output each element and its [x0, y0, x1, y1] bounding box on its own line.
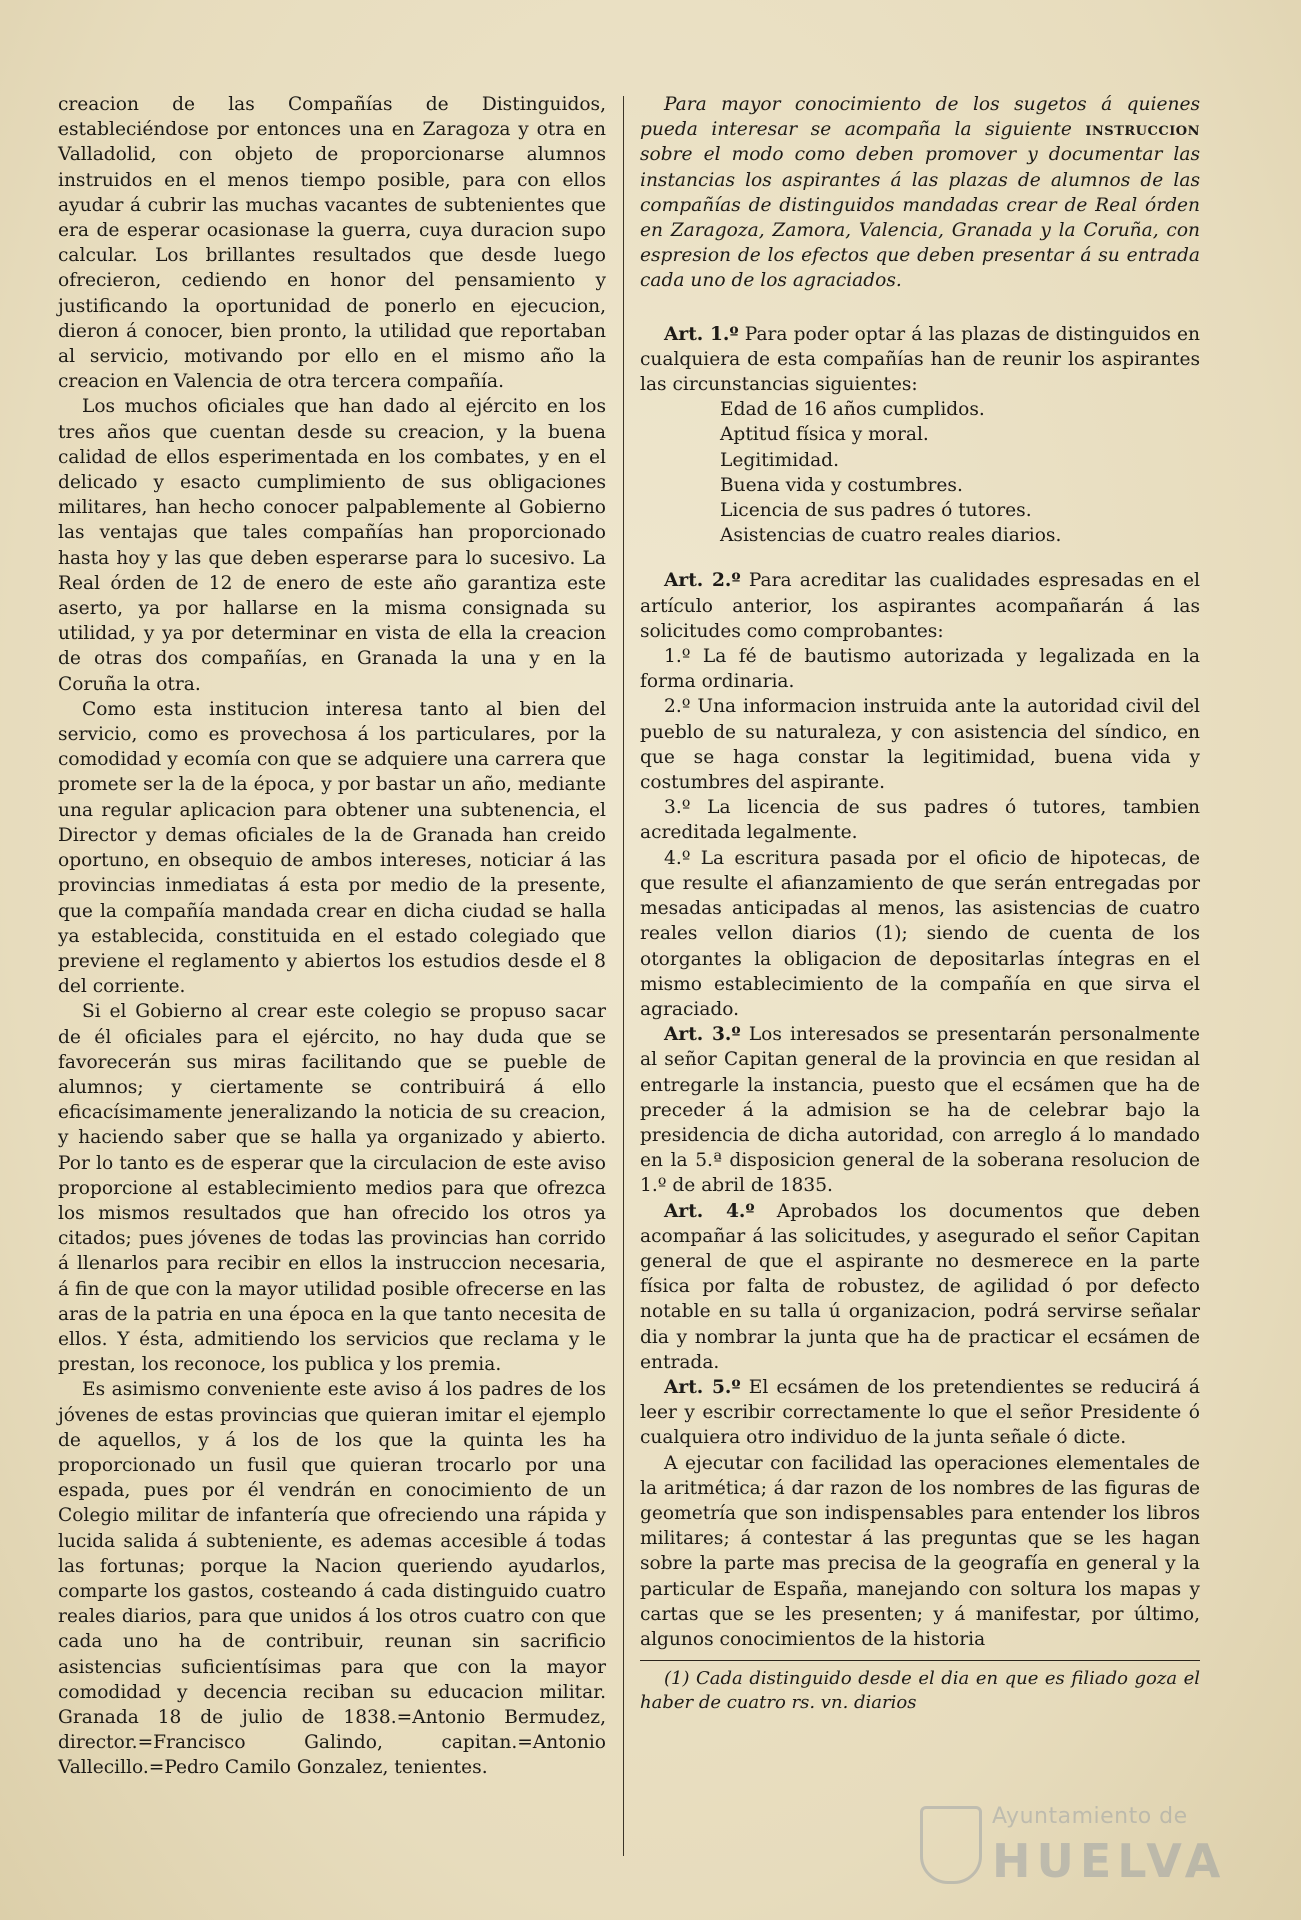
footnote: (1) Cada distinguido desde el dia en que es filiado goza el haber de cuatro rs. vn. diarios	[640, 1668, 1200, 1714]
article-label: Art. 5.º	[664, 1376, 741, 1398]
watermark-line-1: Ayuntamiento de	[992, 1804, 1188, 1829]
watermark-line-2: HUELVA	[992, 1834, 1227, 1888]
intro-caps: instruccion	[1085, 119, 1200, 141]
article-3	[640, 1022, 1200, 1198]
article-4	[640, 1199, 1200, 1375]
coat-of-arms-icon	[920, 1806, 982, 1884]
paragraph: Como esta institucion interesa tanto al bien del servicio, como es provechosa á los particulares, por la comodidad y ecomía con que se adquiere una carrera que promete ser la de la época, y por bastar un año, mediante una regular aplicacion para obtener una subtenencia, el Director y demas oficiales de la de Granada han creido oportuno, en obsequio de ambos intereses, noticiar á las provincias inmediatas á esta por medio de la presente, que la compañía mandada crear en dicha ciudad se halla ya establecida, constituida en el estado colegiado que previene el reglamento y abiertos los estudios desde el 8 del corriente.	[58, 698, 606, 998]
article-text: El ecsámen de los pretendientes se reducirá á leer y escribir correctamente lo que el señor Presidente ó cualquiera otro individuo de la junta señale ó dicte.	[640, 1376, 1201, 1449]
document-item: 4.º La escritura pasada por el oficio de hipotecas, de que resulte el afianzamiento de que serán entregadas por mesadas anticipadas al menos, las asistencias de cuatro reales vellon diarios (1); siendo de cuenta de los otorgantes la obligacion de depositarlas íntegras en el mismo establecimiento de la compañía en que sirva el agraciado.	[640, 847, 1200, 1020]
paragraph: Los muchos oficiales que han dado al ejército en los tres años que cuentan desde su creacion, y la buena calidad de ellos esperimentada en los combates, y en el delicado y esacto cumplimiento de sus obligaciones militares, han hecho conocer palpablemente al Gobierno las ventajas que tales compañías han proporcionado hasta hoy y las que deben esperarse para lo sucesivo. La Real órden de 12 de enero de este año garantiza este aserto, ya por hallarse en la misma consignada su utilidad, y ya por determinar en vista de ella la creacion de otras dos compañías, en Granada la una y en la Coruña la otra.	[58, 396, 606, 695]
requirement-item: Licencia de sus padres ó tutores.	[720, 500, 1032, 522]
paragraph: creacion de las Compañías de Distinguidos, estableciéndose por entonces una en Zaragoza y otra en Valladolid, con objeto de proporcionarse alumnos instruidos en el menos tiempo posible, para con ellos ayudar á cubrir las muchas vacantes de subtenientes que era de esperar ocasionase la guerra, cuya duracion supo calcular. Los brillantes resultados que desde luego ofrecieron, cediendo en honor del pensamiento y justificando la oportunidad de ponerlo en ejecucion, dieron á conocer, bien pronto, la utilidad que reportaban al servicio, motivando por ello en el mismo año la creacion en Valencia de otra tercera compañía.	[58, 94, 606, 393]
article-text: Los interesados se presentarán personalmente al señor Capitan general de la provincia en que residan al entregarle la instancia, puesto que el ecsámen que ha de preceder á la admision se ha de celebrar bajo la presidencia de dicha autoridad, con arreglo á lo mandado en la 5.ª disposicion general de la soberana resolucion de 1.º de abril de 1835.	[640, 1024, 1201, 1197]
instruction-intro	[640, 92, 1200, 294]
article-text: Aprobados los documentos que deben acompañar á las solicitudes, y asegurado el señor Capitan general de que el aspirante no desmerece en la parte física por falta de robustez, de agilidad ó por defecto notable en su talla ú organizacion, podrá servirse señalar dia y nombrar la junta que ha de practicar el ecsámen de entrada.	[640, 1200, 1201, 1373]
article-text: Para acreditar las cualidades espresadas en el artículo anterior, los aspirantes acompañarán á las solicitudes como comprobantes:	[640, 570, 1200, 642]
article-label: Art. 3.º	[664, 1024, 741, 1046]
intro-text: Para mayor conocimiento de los sugetos á quienes pueda interesar se acompaña la siguiente	[640, 94, 1200, 141]
document-item: 2.º Una informacion instruida ante la autoridad civil del pueblo de su naturaleza, y con asistencia del síndico, en que se haga constar la legitimidad, buena vida y costumbres del aspirante.	[640, 696, 1200, 794]
column-divider	[623, 96, 624, 1856]
article-label: Art. 1.º	[664, 323, 739, 345]
archive-watermark	[920, 1800, 1250, 1896]
requirement-item: Asistencias de cuatro reales diarios.	[720, 525, 1062, 547]
paragraph: Es asimismo conveniente este aviso á los padres de los jóvenes de estas provincias que quieran imitar el ejemplo de aquellos, y á los de los que la quinta les ha proporcionado un fusil que quieran trocarlo por una espada, pues por él vendrán en conocimiento de un Colegio militar de infantería que ofreciendo una rápida y lucida salida á subteniente, es ademas accesible á todas las fortunas; porque la Nacion queriendo ayudarlos, comparte los gastos, costeando á cada distinguido cuatro reales diarios, para que unidos á los otros cuatro con que cada uno ha de contribuir, reunan sin sacrificio asistencias suficientísimas para que con la mayor comodidad y decencia reciban su educacion militar. Granada 18 de julio de 1838.=Antonio Bermudez, director.=Francisco Galindo, capitan.=Antonio Vallecillo.=Pedro Camilo Gonzalez, tenientes.	[58, 1379, 606, 1779]
right-column	[640, 92, 1200, 1715]
requirement-item: Legitimidad.	[720, 449, 839, 471]
requirement-item: Buena vida y costumbres.	[720, 474, 963, 496]
intro-text: sobre el modo como deben promover y documentar las instancias los aspirantes á las plazas de alumnos de las compañías de distinguidos mandadas crear de Real órden en Zaragoza, Zamora, Valencia, Granada y la Coruña, con espresion de los efectos que deben presentar á su entrada cada uno de los agraciados.	[640, 144, 1200, 292]
article-2	[640, 568, 1200, 644]
article-5	[640, 1375, 1200, 1451]
requirement-item: Edad de 16 años cumplidos.	[720, 399, 985, 421]
article-label: Art. 2.º	[664, 570, 741, 592]
footnote-divider	[640, 1660, 1200, 1661]
article-label: Art. 4.º	[664, 1200, 755, 1222]
article-1	[640, 322, 1200, 398]
article-text: Para poder optar á las plazas de distinguidos en cualquiera de esta compañías han de reunir los aspirantes las circunstancias siguientes:	[640, 323, 1201, 396]
requirement-item: Aptitud física y moral.	[720, 424, 929, 446]
document-item: 1.º La fé de bautismo autorizada y legalizada en la forma ordinaria.	[640, 646, 1200, 693]
final-paragraph: A ejecutar con facilidad las operaciones elementales de la aritmética; á dar razon de los nombres de las figuras de geometría que son indispensables para entender los libros militares; á contestar á las preguntas que se les hagan sobre la parte mas precisa de la geografía en general y la particular de España, manejando con soltura los mapas y cartas que se les presenten; y á manifestar, por último, algunos conocimientos de la historia	[640, 1452, 1200, 1650]
left-column	[58, 92, 606, 1781]
paragraph: Si el Gobierno al crear este colegio se propuso sacar de él oficiales para el ejército, no hay duda que se favorecerán sus miras facilitando que se pueble de alumnos; y ciertamente se contribuirá á ello eficacísimamente jeneralizando la noticia de su creacion, y haciendo saber que se halla ya organizado y abierto. Por lo tanto es de esperar que la circulacion de este aviso proporcione al establecimiento medios para que ofrezca los mismos resultados que han ofrecido los otros ya citados; pues jóvenes de todas las provincias han corrido á llenarlos para recibir en ellos la instruccion necesaria, á fin de que con la mayor utilidad posible ofrecerse en las aras de la patria en una época en la que tanto necesita de ellos. Y ésta, admitiendo los servicios que reclama y le prestan, los reconoce, los publica y los premia.	[58, 1001, 606, 1376]
document-item: 3.º La licencia de sus padres ó tutores, tambien acreditada legalmente.	[640, 797, 1200, 844]
